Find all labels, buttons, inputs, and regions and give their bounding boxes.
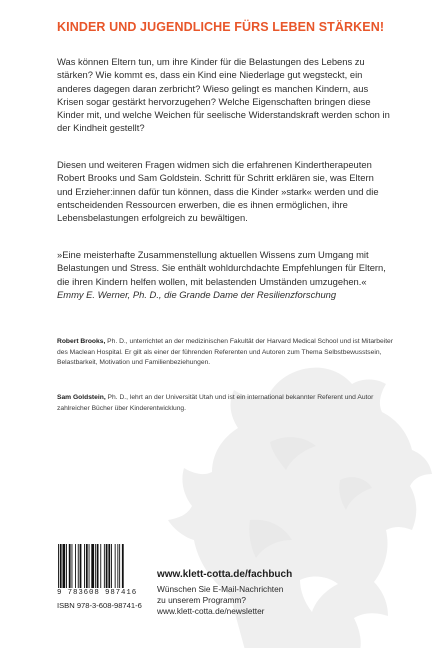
author-name: Robert Brooks, [57,338,106,345]
intro-paragraph: Was können Eltern tun, um ihre Kinder für die Belastungen des Lebens zu stärken? Wie kommt es, dass ein Kind eine Niederlage gut wegsteckt, ein anderes dagegen daran zerbricht? Wieso gelingt es manchen Kindern, aus Krisen sogar gestärkt hervorzugehen? Welche Eigenschaften bringen diese Kinder mit, und welche Weichen für seelische Widerstandskraft werden schon in der Kindheit gestellt? [57,56,390,134]
barcode-bar [111,544,112,588]
author-bio [57,393,402,414]
quote-attribution: Emmy E. Werner, Ph. D., die Grande Dame der Resilienzforschung [57,288,337,300]
author-bio-text: Ph. D., unterrichtet an der medizinischen Fakultät der Harvard Medical School und ist Mitarbeiter des Maclean Hospital. Er gilt als einer der führenden Referenten und Autoren zum Thema Selbstbewusstsein, Belastbarkeit, Motivation und Familienbeziehungen. [57,338,394,366]
barcode-icon [57,544,152,588]
review-quote [57,248,397,301]
newsletter-text: Wünschen Sie E-Mail-Nachrichten [157,584,284,594]
quote-text: »Eine meisterhafte Zusammenstellung aktuellen Wissens zum Umgang mit Belastungen und Stress. Sie enthält wohldurchdachte Empfehlungen für Eltern, die ihren Kindern helfen wollen, mit belastenden Umständen umzugehen.« [57,249,386,287]
author-bio [57,337,402,369]
barcode-bar [100,544,101,588]
barcode-bar [66,544,67,588]
barcode-bar [86,544,88,588]
barcode-bar [75,544,76,588]
barcode-bar [80,544,82,588]
author-bio-text: Ph. D., lehrt an der Universität Utah und ist ein international bekannter Referent und Autor zahlreicher Bücher über Kinderentwicklung. [57,394,374,412]
barcode-bar [106,544,108,588]
barcode-bar [89,544,90,588]
barcode-bar [115,544,116,588]
barcode-bar [108,544,110,588]
barcode-bar [72,544,73,588]
barcode-bar [78,544,79,588]
barcode-bar [97,544,99,588]
website-link[interactable]: www.klett-cotta.de/fachbuch [157,569,293,580]
barcode-digits: 9 783608 987416 [57,589,138,597]
barcode-bar [117,544,118,588]
newsletter-text: zu unserem Programm? [157,594,246,605]
barcode-bar [91,544,94,588]
author-name: Sam Goldstein, [57,394,106,401]
newsletter-link[interactable]: www.klett-cotta.de/newsletter [157,605,265,616]
isbn: ISBN 978-3-608-98741-6 [57,601,142,610]
barcode-bar [63,544,66,588]
barcode-bar [60,544,62,588]
barcode-bar [95,544,96,588]
barcode-bar [119,544,120,588]
barcode-bar [58,544,59,588]
barcode-bar [84,544,85,588]
publisher-footer [157,569,377,616]
barcode-bar [69,544,71,588]
barcode-bar [104,544,105,588]
headline: KINDER UND JUGENDLICHE FÜRS LEBEN STÄRKEN! [57,20,385,34]
intro-paragraph: Diesen und weiteren Fragen widmen sich die erfahrenen Kindertherapeuten Robert Brooks und Sam Goldstein. Schritt für Schritt erklären sie, was Eltern und Erzieher:innen dafür tun können, dass die Kinder »stark« werden und die entscheidenden Ressourcen erwerben, die es ihnen ermöglichen, ihre Lebensbelastungen erfolgreich zu bewältigen. [57,159,379,224]
barcode-block [57,544,152,610]
barcode-bar [122,544,124,588]
